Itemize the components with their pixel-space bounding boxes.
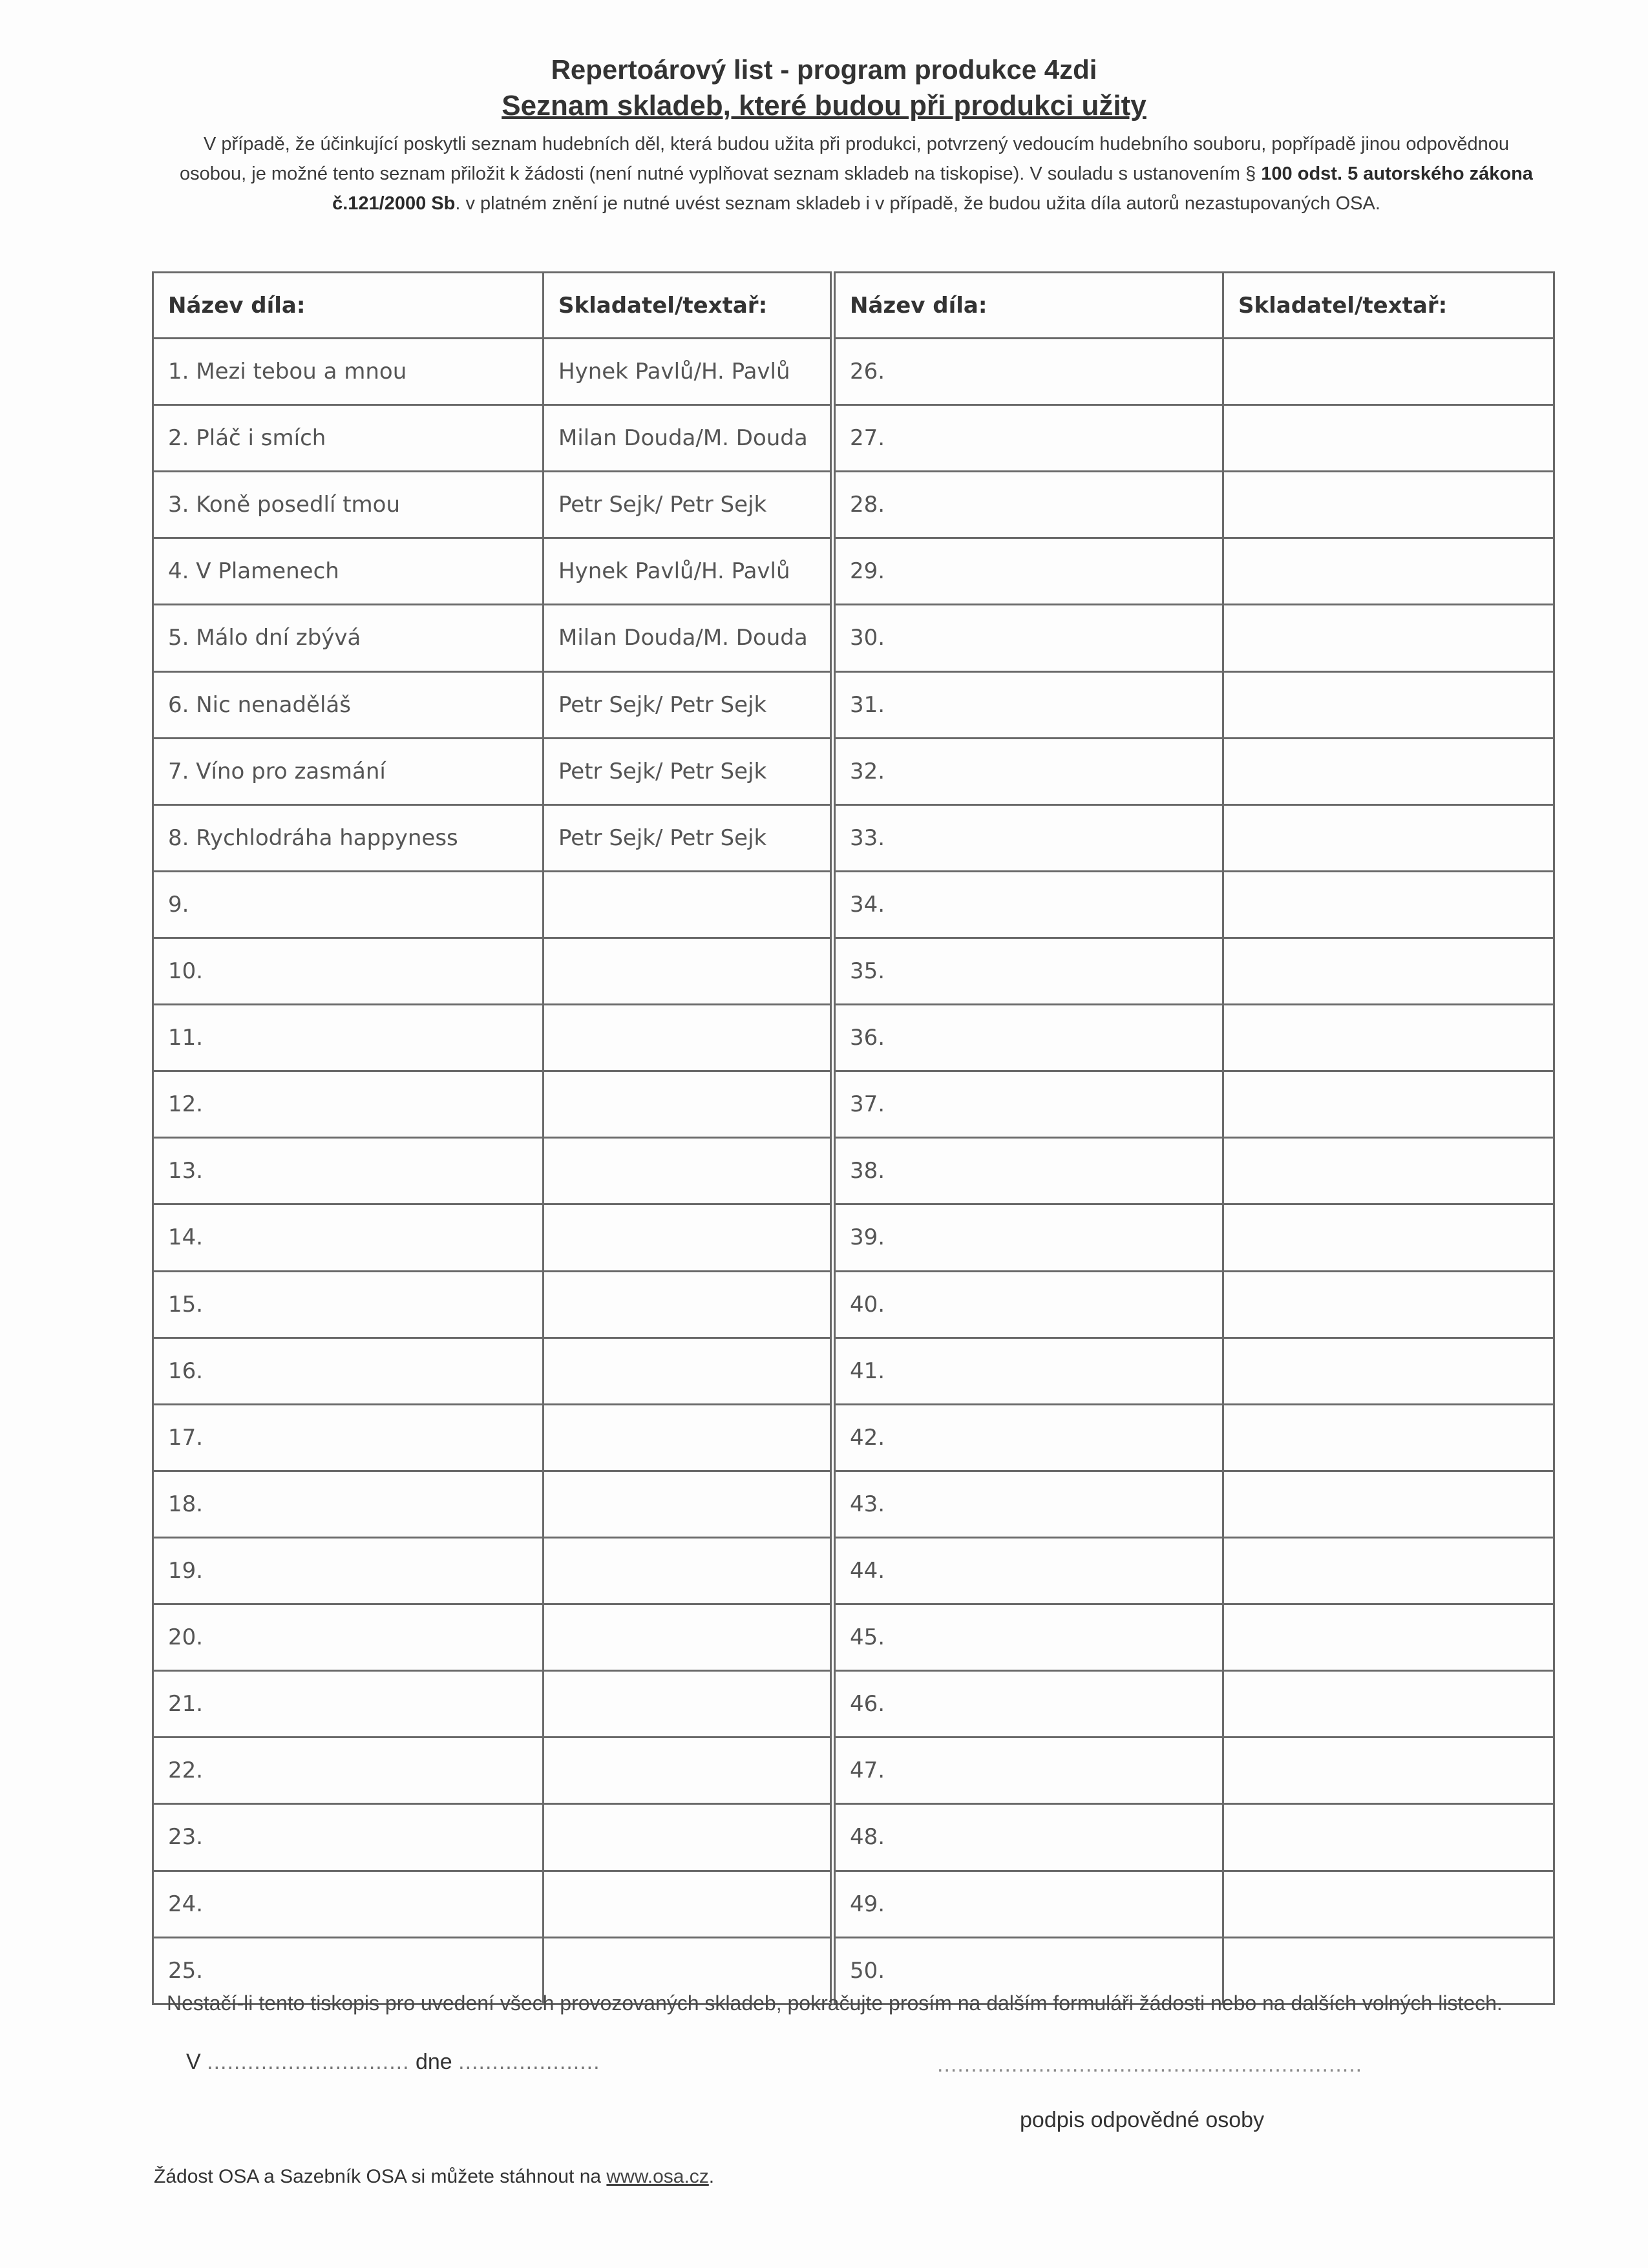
intro-paragraph: [174, 129, 1538, 218]
song-title-cell[interactable]: 33.: [833, 804, 1223, 871]
composer-lyricist-cell[interactable]: Petr Sejk/ Petr Sejk: [544, 472, 833, 538]
intro-text-1: V případě, že účinkující poskytli seznam hudebních děl, která budou užita při produkci, potvrzený vedoucím hudebního souboru, popřípadě jinou odpovědnou osobou, je možné tento seznam přiložit k žádosti (není nutné vyplňovat seznam skladeb na tiskopise). V souladu s ustanovením §: [180, 134, 1510, 184]
composer-lyricist-cell[interactable]: Milan Douda/M. Douda: [544, 605, 833, 671]
composer-lyricist-cell[interactable]: [544, 1005, 833, 1071]
song-title-cell[interactable]: 31.: [833, 671, 1223, 738]
song-title-cell[interactable]: 3. Koně posedlí tmou: [153, 472, 544, 538]
composer-lyricist-cell[interactable]: [1223, 1604, 1554, 1671]
composer-lyricist-cell[interactable]: [544, 1471, 833, 1537]
composer-lyricist-cell[interactable]: [1223, 1471, 1554, 1537]
table-row: [153, 1804, 1554, 1871]
intro-law-reference: 100 odst. 5 autorského zákona č.121/2000 Sb: [332, 163, 1533, 214]
composer-lyricist-cell[interactable]: [1223, 1338, 1554, 1404]
header-author-left: Skladatel/textař:: [544, 273, 833, 339]
composer-lyricist-cell[interactable]: Petr Sejk/ Petr Sejk: [544, 804, 833, 871]
song-title-cell[interactable]: 7. Víno pro zasmání: [153, 738, 544, 804]
song-title-cell[interactable]: 10.: [153, 938, 544, 1004]
composer-lyricist-cell[interactable]: [544, 871, 833, 938]
header-title-right: Název díla:: [833, 273, 1223, 339]
table-row: [153, 339, 1554, 405]
table-row: [153, 671, 1554, 738]
song-title-cell[interactable]: 36.: [833, 1005, 1223, 1071]
table-row: [153, 1604, 1554, 1671]
form-subtitle: [0, 89, 1648, 123]
composer-lyricist-cell[interactable]: [1223, 1138, 1554, 1204]
signature-field[interactable]: ...............................................................: [937, 2052, 1363, 2077]
composer-lyricist-cell[interactable]: [1223, 1671, 1554, 1738]
table-row: [153, 1471, 1554, 1537]
composer-lyricist-cell[interactable]: [1223, 1005, 1554, 1071]
composer-lyricist-cell[interactable]: Petr Sejk/ Petr Sejk: [544, 738, 833, 804]
song-title-cell[interactable]: 9.: [153, 871, 544, 938]
table-row: [153, 938, 1554, 1004]
composer-lyricist-cell[interactable]: Petr Sejk/ Petr Sejk: [544, 671, 833, 738]
song-title-cell[interactable]: 50.: [833, 1937, 1223, 2004]
song-title-cell[interactable]: 40.: [833, 1271, 1223, 1338]
footer-text: [154, 2166, 714, 2188]
song-title-cell[interactable]: 29.: [833, 538, 1223, 605]
table-row: [153, 472, 1554, 538]
song-title-cell[interactable]: 20.: [153, 1604, 544, 1671]
composer-lyricist-cell[interactable]: [1223, 1404, 1554, 1471]
composer-lyricist-cell[interactable]: [544, 1604, 833, 1671]
place-field[interactable]: ..............................: [207, 2050, 410, 2074]
composer-lyricist-cell[interactable]: [1223, 1738, 1554, 1804]
composer-lyricist-cell[interactable]: [544, 1537, 833, 1604]
composer-lyricist-cell[interactable]: Hynek Pavlů/H. Pavlů: [544, 538, 833, 605]
header-title-left: Název díla:: [153, 273, 544, 339]
song-title-cell[interactable]: 37.: [833, 1071, 1223, 1138]
composer-lyricist-cell[interactable]: [1223, 671, 1554, 738]
composer-lyricist-cell[interactable]: [544, 1871, 833, 1937]
place-label: V: [186, 2050, 201, 2074]
table-body: [153, 339, 1554, 2004]
composer-lyricist-cell[interactable]: [544, 1738, 833, 1804]
composer-lyricist-cell[interactable]: [1223, 1271, 1554, 1338]
table-header-row: [153, 273, 1554, 339]
footer-tail: .: [708, 2166, 715, 2187]
song-title-cell[interactable]: 17.: [153, 1404, 544, 1471]
table-row: [153, 1271, 1554, 1338]
composer-lyricist-cell[interactable]: [1223, 871, 1554, 938]
table-row: [153, 538, 1554, 605]
song-title-cell[interactable]: 6. Nic nenaděláš: [153, 671, 544, 738]
song-title-cell[interactable]: 38.: [833, 1138, 1223, 1204]
composer-lyricist-cell[interactable]: [544, 1271, 833, 1338]
song-title-cell[interactable]: 24.: [153, 1871, 544, 1937]
table-row: [153, 1071, 1554, 1138]
composer-lyricist-cell[interactable]: Hynek Pavlů/H. Pavlů: [544, 339, 833, 405]
table-row: [153, 871, 1554, 938]
table-row: [153, 605, 1554, 671]
song-title-cell[interactable]: 26.: [833, 339, 1223, 405]
table-row: [153, 1338, 1554, 1404]
song-title-cell[interactable]: 8. Rychlodráha happyness: [153, 804, 544, 871]
composer-lyricist-cell[interactable]: [544, 1071, 833, 1138]
song-title-cell[interactable]: 13.: [153, 1138, 544, 1204]
date-label: dne: [415, 2050, 452, 2074]
table-row: [153, 804, 1554, 871]
song-title-cell[interactable]: 1. Mezi tebou a mnou: [153, 339, 544, 405]
song-title-cell[interactable]: 18.: [153, 1471, 544, 1537]
table-row: [153, 1871, 1554, 1937]
song-title-cell[interactable]: 4. V Plamenech: [153, 538, 544, 605]
composer-lyricist-cell[interactable]: [1223, 605, 1554, 671]
song-title-cell[interactable]: 44.: [833, 1537, 1223, 1604]
composer-lyricist-cell[interactable]: [1223, 938, 1554, 1004]
composer-lyricist-cell[interactable]: [1223, 1537, 1554, 1604]
table-row: [153, 1138, 1554, 1204]
composer-lyricist-cell[interactable]: [1223, 738, 1554, 804]
song-title-cell[interactable]: 11.: [153, 1005, 544, 1071]
composer-lyricist-cell[interactable]: [544, 1204, 833, 1271]
header-author-right: Skladatel/textař:: [1223, 273, 1554, 339]
song-title-cell[interactable]: 49.: [833, 1871, 1223, 1937]
osa-website-link[interactable]: www.osa.cz: [606, 2166, 709, 2187]
composer-lyricist-cell[interactable]: [1223, 405, 1554, 472]
song-title-cell[interactable]: 23.: [153, 1804, 544, 1871]
song-title-cell[interactable]: 12.: [153, 1071, 544, 1138]
date-field[interactable]: .....................: [458, 2050, 600, 2074]
table-row: [153, 1005, 1554, 1071]
song-title-cell[interactable]: 28.: [833, 472, 1223, 538]
form-title: Repertoárový list - program produkce 4zdi: [551, 54, 1097, 85]
table-row: [153, 1404, 1554, 1471]
signature-caption: podpis odpovědné osoby: [1020, 2108, 1265, 2132]
song-title-cell[interactable]: 30.: [833, 605, 1223, 671]
song-title-cell[interactable]: 27.: [833, 405, 1223, 472]
intro-text-2: . v platném znění je nutné uvést seznam skladeb i v případě, že budou užita díla autorů nezastupovaných OSA.: [455, 193, 1380, 214]
song-title-cell[interactable]: 47.: [833, 1738, 1223, 1804]
song-title-cell[interactable]: 2. Pláč i smích: [153, 405, 544, 472]
song-title-cell[interactable]: 5. Málo dní zbývá: [153, 605, 544, 671]
song-title-cell[interactable]: 22.: [153, 1738, 544, 1804]
song-title-cell[interactable]: 45.: [833, 1604, 1223, 1671]
footer-label: Žádost OSA a Sazebník OSA si můžete stáhnout na: [154, 2166, 607, 2187]
composer-lyricist-cell[interactable]: [544, 1671, 833, 1738]
composer-lyricist-cell[interactable]: [1223, 472, 1554, 538]
table-row: [153, 405, 1554, 472]
song-title-cell[interactable]: 46.: [833, 1671, 1223, 1738]
composer-lyricist-cell[interactable]: [544, 1804, 833, 1871]
song-title-cell[interactable]: 48.: [833, 1804, 1223, 1871]
table-row: [153, 1738, 1554, 1804]
composer-lyricist-cell[interactable]: [1223, 1204, 1554, 1271]
song-title-cell[interactable]: 15.: [153, 1271, 544, 1338]
song-title-cell[interactable]: 39.: [833, 1204, 1223, 1271]
song-title-cell[interactable]: 42.: [833, 1404, 1223, 1471]
table-row: [153, 1671, 1554, 1738]
place-date-line: [186, 2050, 600, 2075]
composer-lyricist-cell[interactable]: [1223, 339, 1554, 405]
composer-lyricist-cell[interactable]: [544, 1404, 833, 1471]
song-title-cell[interactable]: 25.: [153, 1937, 544, 2004]
composer-lyricist-cell[interactable]: [1223, 1071, 1554, 1138]
song-title-cell[interactable]: 34.: [833, 871, 1223, 938]
composer-lyricist-cell[interactable]: Milan Douda/M. Douda: [544, 405, 833, 472]
repertoire-table: [152, 271, 1555, 2005]
song-title-cell[interactable]: 32.: [833, 738, 1223, 804]
song-title-cell[interactable]: 16.: [153, 1338, 544, 1404]
song-title-cell[interactable]: 19.: [153, 1537, 544, 1604]
song-title-cell[interactable]: 41.: [833, 1338, 1223, 1404]
composer-lyricist-cell[interactable]: [1223, 804, 1554, 871]
composer-lyricist-cell[interactable]: [1223, 1804, 1554, 1871]
song-title-cell[interactable]: 35.: [833, 938, 1223, 1004]
composer-lyricist-cell[interactable]: [544, 938, 833, 1004]
continuation-note: Nestačí-li tento tiskopis pro uvedení všech provozovaných skladeb, pokračujte prosím na dalším formuláři žádosti nebo na dalších volných listech.: [167, 1991, 1503, 2015]
composer-lyricist-cell[interactable]: [544, 1338, 833, 1404]
form-subtitle-text: Seznam skladeb, které budou při produkci užity: [502, 90, 1146, 121]
composer-lyricist-cell[interactable]: [1223, 1871, 1554, 1937]
table-row: [153, 738, 1554, 804]
song-title-cell[interactable]: 21.: [153, 1671, 544, 1738]
table-row: [153, 1204, 1554, 1271]
song-title-cell[interactable]: 43.: [833, 1471, 1223, 1537]
composer-lyricist-cell[interactable]: [1223, 538, 1554, 605]
song-title-cell[interactable]: 14.: [153, 1204, 544, 1271]
table-row: [153, 1537, 1554, 1604]
composer-lyricist-cell[interactable]: [544, 1138, 833, 1204]
